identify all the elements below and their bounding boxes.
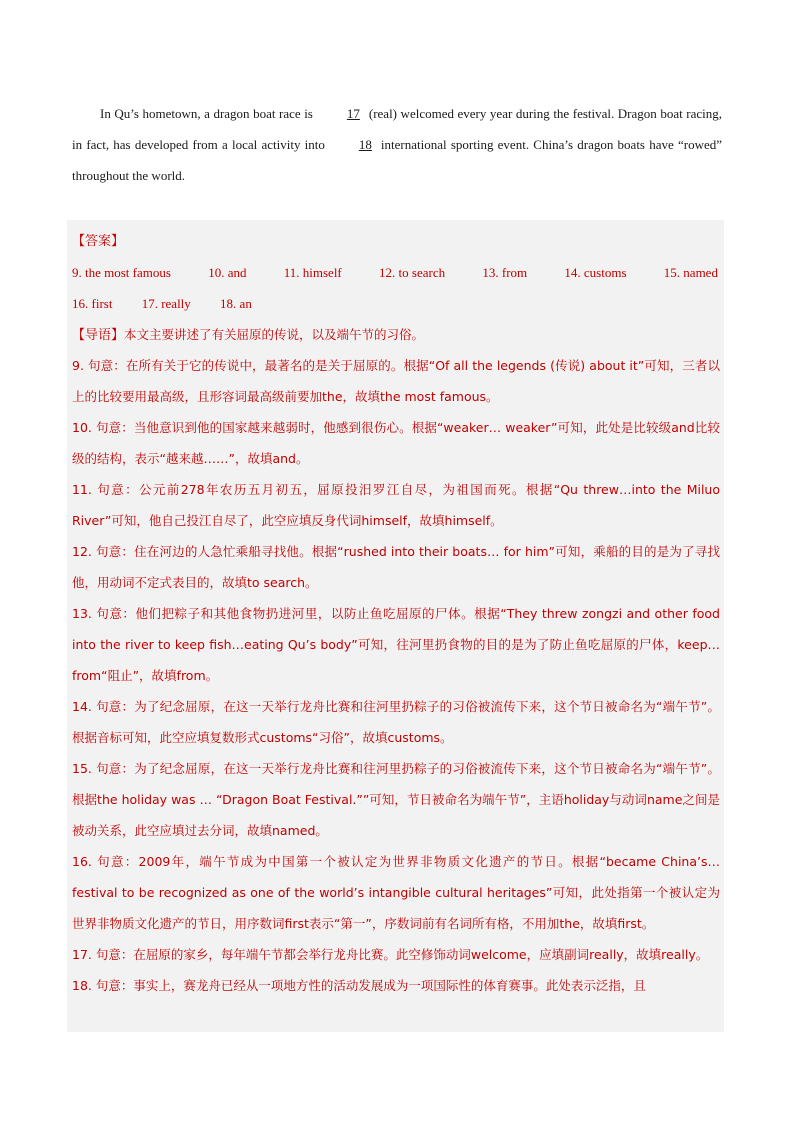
explanation-13: 13. 句意：他们把粽子和其他食物扔进河里，以防止鱼吃屈原的尸体。根据“They threw zongzi and other food into the river to keep fish…eating Qu’s body”可知，往河里扔食物的目的是为了防止鱼吃屈原的尸体，keep…from“阻止”，故填from。 xyxy=(72,606,720,683)
blank-18: 18 xyxy=(358,137,372,152)
explanation-12: 12. 句意：住在河边的人急忙乘船寻找他。根据“rushed into their boats… for him”可知，乘船的目的是为了寻找他，用动词不定式表目的，故填to search。 xyxy=(72,544,720,590)
explanation-16: 16. 句意：2009年，端午节成为中国第一个被认定为世界非物质文化遗产的节日。根据“became China’s… festival to be recognized as one of the world’s intangible cultural heritages”可知，此处指第一个被认定为世界非物质文化遗产的节日，用序数词first表示“第一”，序数词前有名词所有格，不用加the，故填first。 xyxy=(72,854,720,931)
answer-keys-row-1 xyxy=(72,257,720,288)
answer-key: 11. himself xyxy=(283,265,342,280)
explanation-18: 18. 句意：事实上，赛龙舟已经从一项地方性的活动发展成为一项国际性的体育赛事。此处表示泛指，且 xyxy=(72,978,646,993)
passage-text-1: In Qu’s hometown, a dragon boat race is xyxy=(100,106,313,121)
answer-header: 【答案】 xyxy=(72,234,125,249)
answer-key: 15. named xyxy=(663,265,718,280)
explanation-17: 17. 句意：在屈原的家乡，每年端午节都会举行龙舟比赛。此空修饰动词welcome，应填副词really，故填really。 xyxy=(72,947,709,962)
explanation-10: 10. 句意：当他意识到他的国家越来越弱时，他感到很伤心。根据“weaker… weaker”可知，此处是比较级and比较级的结构，表示“越来越……”，故填and。 xyxy=(72,420,720,466)
passage xyxy=(72,98,722,191)
answer-keys-row-2 xyxy=(72,288,720,319)
answer-key: 14. customs xyxy=(564,265,627,280)
answer-key: 16. first xyxy=(72,296,113,311)
answer-key: 18. an xyxy=(220,296,252,311)
guide-label: 【导语】 xyxy=(72,328,125,343)
answer-key: 17. really xyxy=(141,296,191,311)
explanation-9: 9. 句意：在所有关于它的传说中，最著名的是关于屈原的。根据“Of all the legends (传说) about it”可知，三者以上的比较要用最高级，且形容词最高级前要加the，故填the most famous。 xyxy=(72,358,720,404)
guide-line xyxy=(72,319,720,350)
explanation-14: 14. 句意：为了纪念屈原，在这一天举行龙舟比赛和往河里扔粽子的习俗被流传下来，这个节日被命名为“端午节”。根据音标可知，此空应填复数形式customs“习俗”，故填customs。 xyxy=(72,699,720,745)
answer-section xyxy=(67,220,724,1032)
passage-paragraph xyxy=(72,98,722,191)
explanation-15: 15. 句意：为了纪念屈原，在这一天举行龙舟比赛和往河里扔粽子的习俗被流传下来，这个节日被命名为“端午节”。根据the holiday was … “Dragon Boat Festival.””可知，节日被命名为端午节”，主语holiday与动词name之间是被动关系，此空应填过去分词，故填named。 xyxy=(72,761,720,838)
answer-key: 9. the most famous xyxy=(72,265,171,280)
explanation-11: 11. 句意：公元前278年农历五月初五，屈原投汨罗江自尽，为祖国而死。根据“Qu threw…into the Miluo River”可知，他自己投江自尽了，此空应填反身代词himself，故填himself。 xyxy=(72,482,720,528)
answer-key: 13. from xyxy=(482,265,528,280)
passage-text-2: (real) welcomed every year during the festival. Dragon boat racing, in fact, has developed from a local activity into xyxy=(72,106,722,152)
answer-key: 12. to search xyxy=(379,265,446,280)
guide-text: 本文主要讲述了有关屈原的传说，以及端午节的习俗。 xyxy=(124,327,425,342)
answer-key: 10. and xyxy=(208,265,247,280)
blank-17: 17 xyxy=(346,106,360,121)
passage-text-3: international sporting event. China’s dragon boats have “rowed” throughout the world. xyxy=(72,137,723,183)
